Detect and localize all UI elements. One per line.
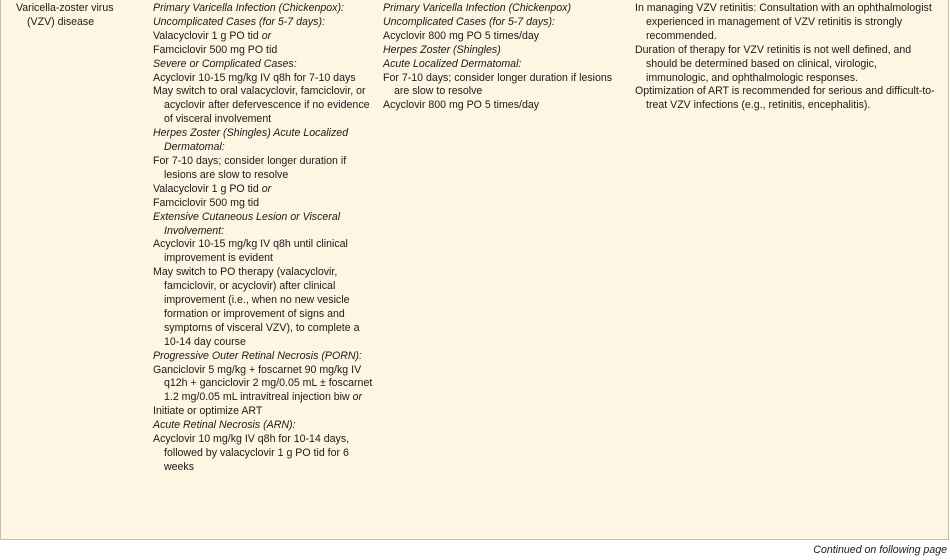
italic-connector: or (352, 391, 363, 404)
therapy-line: Progressive Outer Retinal Necrosis (PORN): (153, 349, 362, 362)
comments-column (635, 2, 935, 113)
therapy-line: Uncomplicated Cases (for 5-7 days): (383, 15, 555, 28)
therapy-line: Optimization of ART is recommended for serious and difficult-to-treat VZV infections (e.g., retinitis, encephalitis). (635, 85, 935, 112)
italic-connector: or (261, 29, 272, 42)
therapy-line: For 7-10 days; consider longer duration if lesions are slow to resolve (153, 154, 347, 181)
disease-column (16, 2, 136, 30)
disease-line-2: (VZV) disease (27, 15, 95, 28)
therapy-line (153, 364, 375, 406)
therapy-line: Primary Varicella Infection (Chickenpox): (153, 2, 344, 14)
therapy-line: Duration of therapy for VZV retinitis is not well defined, and should be determined based on clinical, virologic, immunologic, and ophthalmologic responses. (635, 43, 912, 84)
therapy-line: Acyclovir 10 mg/kg IV q8h for 10-14 days, followed by valacyclovir 1 g PO tid for 6 weeks (153, 433, 350, 473)
therapy-line: Acyclovir 800 mg PO 5 times/day (383, 29, 540, 42)
therapy-line: Acute Localized Dermatomal: (383, 57, 522, 70)
therapy-line: Famciclovir 500 mg tid (153, 196, 259, 209)
therapy-line: Herpes Zoster (Shingles) Acute Localized Dermatomal: (153, 127, 349, 154)
therapy-line: Severe or Complicated Cases: (153, 57, 297, 70)
line-text: Valacyclovir 1 g PO tid (153, 29, 262, 42)
therapy-line: Extensive Cutaneous Lesion or Visceral Involvement: (153, 210, 341, 237)
therapy-line: May switch to PO therapy (valacyclovir, famciclovir, or acyclovir) after clinical improvement (i.e., when no new vesicle formation or improvement of signs and symptoms of visceral VZV), to complete a 10-14 day course (153, 266, 360, 348)
therapy-line: For 7-10 days; consider longer duration if lesions are slow to resolve (383, 71, 613, 98)
therapy-line: Acyclovir 10-15 mg/kg IV q8h until clinical improvement is evident (153, 238, 348, 265)
alternative-therapy-column (383, 2, 615, 113)
therapy-line: Uncomplicated Cases (for 5-7 days): (153, 15, 325, 28)
line-text: Valacyclovir 1 g PO tid (153, 182, 262, 195)
therapy-line (153, 30, 375, 44)
preferred-therapy-column (153, 2, 375, 475)
therapy-line (153, 183, 375, 197)
therapy-line: Acyclovir 800 mg PO 5 times/day (383, 99, 540, 112)
therapy-line: Herpes Zoster (Shingles) (383, 43, 501, 56)
therapy-line: Acyclovir 10-15 mg/kg IV q8h for 7-10 days (153, 71, 356, 84)
disease-line-1: Varicella-zoster virus (16, 2, 114, 14)
therapy-line: Acute Retinal Necrosis (ARN): (153, 419, 296, 432)
therapy-line: Famciclovir 500 mg PO tid (153, 43, 278, 56)
italic-connector: or (261, 182, 272, 195)
therapy-line: May switch to oral valacyclovir, famciclovir, or acyclovir after defervescence if no evidence of visceral involvement (153, 85, 370, 126)
line-text: Ganciclovir 5 mg/kg + foscarnet 90 mg/kg IV q12h + ganciclovir 2 mg/0.05 mL ± foscarnet 1.2 mg/0.05 mL intravitreal injection biw (153, 363, 373, 404)
therapy-line: Primary Varicella Infection (Chickenpox) (383, 2, 572, 14)
therapy-line: Initiate or optimize ART (153, 405, 263, 418)
therapy-line: In managing VZV retinitis: Consultation with an ophthalmologist experienced in management of VZV retinitis is strongly recommended. (635, 2, 932, 42)
continued-note: Continued on following page (813, 544, 947, 556)
